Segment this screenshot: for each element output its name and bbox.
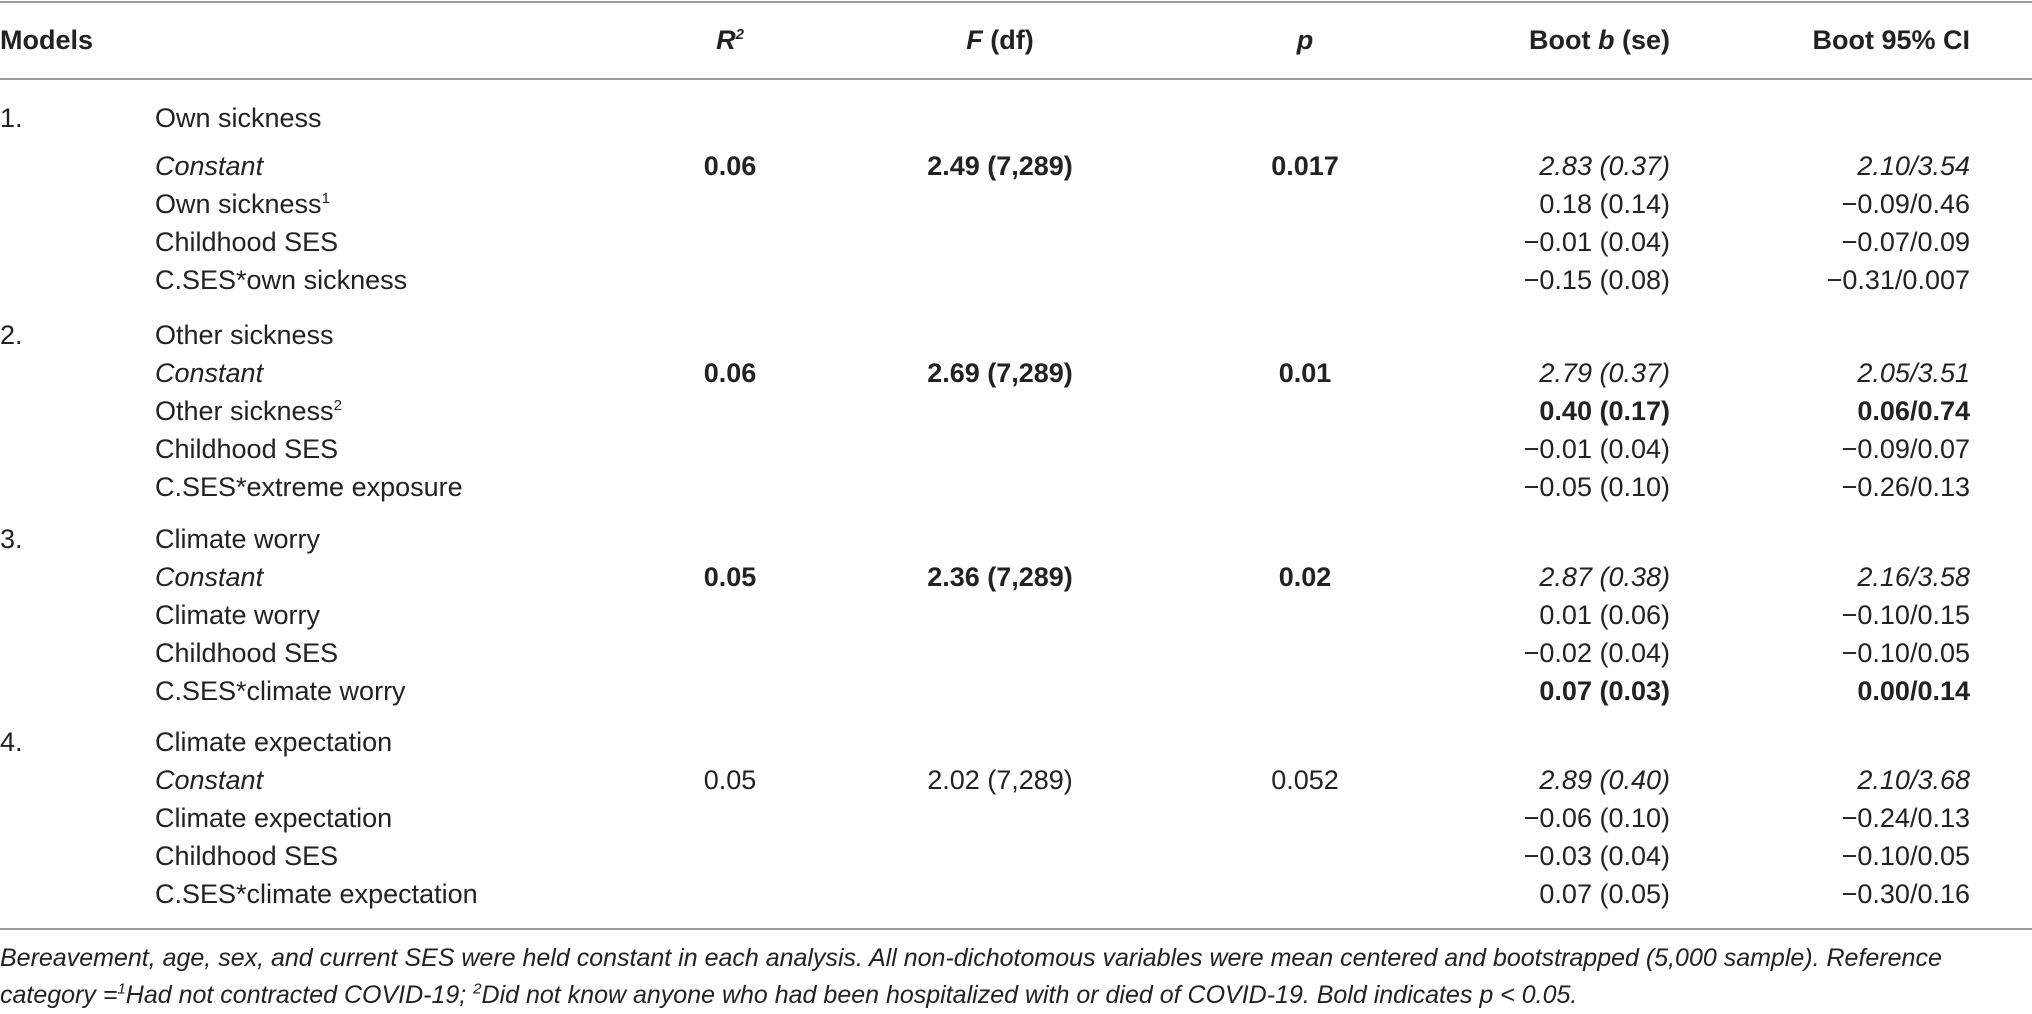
cell-boot-b: 2.79 (0.37) xyxy=(1539,358,1670,388)
footnote-line-1: Bereavement, age, sex, and current SES were held constant in each analysis. All non-dichotomous variables were mean centered and bootstrapped (5,000 sample). Reference xyxy=(0,944,1942,972)
row-label-constant: Constant xyxy=(155,562,264,592)
cell-boot-b: −0.03 (0.04) xyxy=(1523,841,1670,871)
header-boot-ci: Boot 95% CI xyxy=(1812,25,1970,55)
cell-boot-b: 0.18 (0.14) xyxy=(1539,189,1670,219)
cell-boot-b: −0.02 (0.04) xyxy=(1523,638,1670,668)
model-name: Climate expectation xyxy=(155,727,393,757)
cell-boot-b: −0.01 (0.04) xyxy=(1523,227,1670,257)
header-p: p xyxy=(1296,25,1314,55)
model-number: 3. xyxy=(0,524,23,554)
table-footnote xyxy=(0,940,2010,1014)
cell-boot-ci: −0.10/0.05 xyxy=(1841,841,1970,871)
cell-boot-b: −0.01 (0.04) xyxy=(1523,434,1670,464)
cell-p-value: 0.01 xyxy=(1278,358,1332,388)
cell-r-squared: 0.06 xyxy=(703,358,757,388)
cell-f-df: 2.69 (7,289) xyxy=(927,358,1073,388)
cell-f-df: 2.36 (7,289) xyxy=(927,562,1073,592)
cell-boot-b: −0.06 (0.10) xyxy=(1523,803,1670,833)
cell-boot-b: −0.05 (0.10) xyxy=(1523,472,1670,502)
cell-p-value: 0.02 xyxy=(1278,562,1332,592)
cell-boot-b: 0.07 (0.03) xyxy=(1539,676,1670,706)
row-label: Climate expectation xyxy=(155,803,393,833)
cell-boot-b: 2.87 (0.38) xyxy=(1539,562,1670,592)
model-number: 2. xyxy=(0,320,23,350)
cell-boot-ci: −0.10/0.15 xyxy=(1841,600,1970,630)
cell-p-value: 0.052 xyxy=(1271,765,1339,795)
model-number: 4. xyxy=(0,727,23,757)
row-label: C.SES*climate worry xyxy=(155,676,406,706)
cell-boot-ci: −0.09/0.07 xyxy=(1841,434,1970,464)
cell-boot-ci: 2.05/3.51 xyxy=(1857,358,1970,388)
row-label: Own sickness$^1$ xyxy=(155,189,330,219)
row-label: Climate worry xyxy=(155,600,321,630)
model-number: 1. xyxy=(0,103,23,133)
cell-boot-ci: −0.24/0.13 xyxy=(1841,803,1970,833)
cell-r-squared: 0.06 xyxy=(703,151,757,181)
cell-boot-b: 0.01 (0.06) xyxy=(1539,600,1670,630)
header-f-df: F (df) xyxy=(966,25,1034,55)
row-label: Childhood SES xyxy=(155,227,339,257)
cell-boot-ci: −0.09/0.46 xyxy=(1841,189,1970,219)
header-boot-b-se: Boot b (se) xyxy=(1528,25,1670,55)
header-bottom-rule xyxy=(0,78,2032,80)
cell-boot-b: 2.83 (0.37) xyxy=(1539,151,1670,181)
table-bottom-rule xyxy=(0,928,2032,930)
cell-p-value: 0.017 xyxy=(1271,151,1339,181)
row-label-constant: Constant xyxy=(155,151,264,181)
cell-boot-ci: −0.31/0.007 xyxy=(1826,265,1970,295)
cell-boot-ci: 0.06/0.74 xyxy=(1857,396,1970,426)
cell-boot-ci: −0.30/0.16 xyxy=(1841,879,1970,909)
cell-boot-ci: −0.07/0.09 xyxy=(1841,227,1970,257)
cell-f-df: 2.49 (7,289) xyxy=(927,151,1073,181)
model-name: Other sickness xyxy=(155,320,334,350)
cell-boot-ci: −0.26/0.13 xyxy=(1841,472,1970,502)
cell-r-squared: 0.05 xyxy=(703,765,757,795)
row-label: C.SES*own sickness xyxy=(155,265,408,295)
row-label: Childhood SES xyxy=(155,841,339,871)
row-label: Other sickness$^2$ xyxy=(155,396,342,426)
table-top-rule xyxy=(0,1,2032,3)
cell-boot-ci: 2.16/3.58 xyxy=(1857,562,1970,592)
cell-r-squared: 0.05 xyxy=(703,562,757,592)
cell-boot-ci: 2.10/3.68 xyxy=(1857,765,1970,795)
cell-boot-ci: 2.10/3.54 xyxy=(1857,151,1970,181)
model-name: Own sickness xyxy=(155,103,322,133)
row-label: Childhood SES xyxy=(155,434,339,464)
cell-boot-ci: −0.10/0.05 xyxy=(1841,638,1970,668)
cell-boot-b: 2.89 (0.40) xyxy=(1539,765,1670,795)
cell-boot-b: −0.15 (0.08) xyxy=(1523,265,1670,295)
header-models: Models xyxy=(0,25,94,55)
cell-f-df: 2.02 (7,289) xyxy=(927,765,1073,795)
row-label-constant: Constant xyxy=(155,358,264,388)
row-label: Childhood SES xyxy=(155,638,339,668)
cell-boot-ci: 0.00/0.14 xyxy=(1857,676,1970,706)
row-label: C.SES*climate expectation xyxy=(155,879,478,909)
cell-boot-b: 0.07 (0.05) xyxy=(1539,879,1670,909)
header-r-squared: $R^2$ xyxy=(716,25,744,55)
row-label-constant: Constant xyxy=(155,765,264,795)
cell-boot-b: 0.40 (0.17) xyxy=(1539,396,1670,426)
row-label: C.SES*extreme exposure xyxy=(155,472,463,502)
model-name: Climate worry xyxy=(155,524,321,554)
footnote-line-2: category =$^1$Had not contracted COVID-19; $^2$Did not know anyone who had been hospitalized with or died of COVID-19. Bold indicates p < 0.05. xyxy=(0,980,1578,1009)
